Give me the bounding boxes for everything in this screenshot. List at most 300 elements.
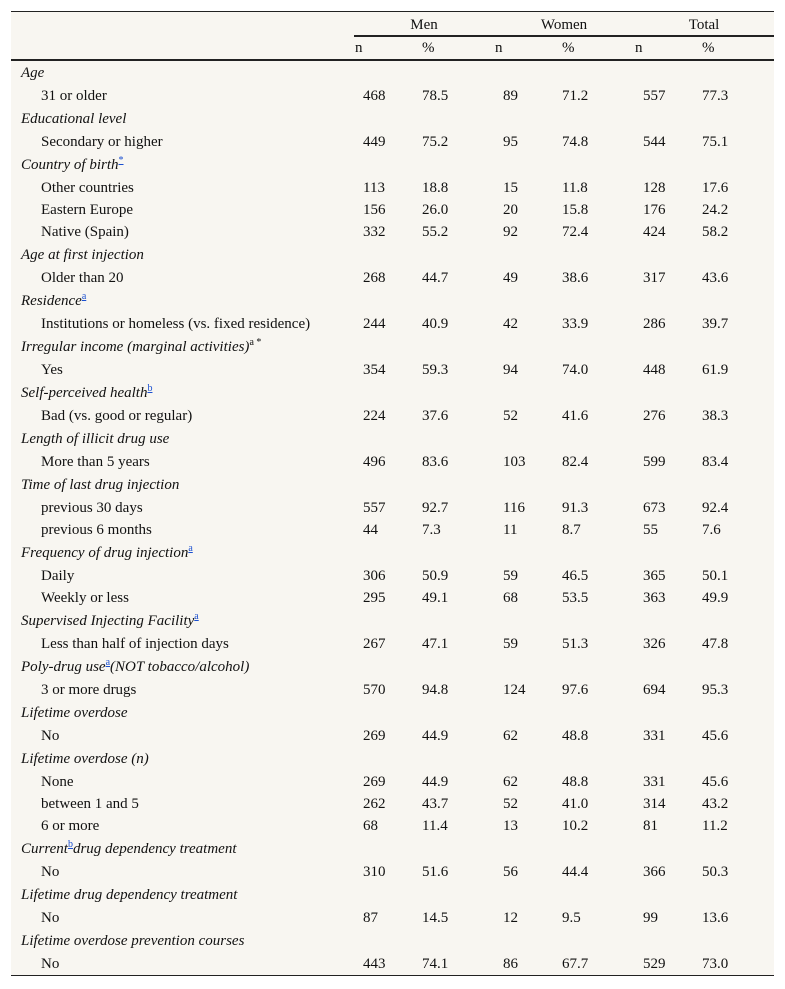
cell-men-pct [424, 107, 494, 131]
cell-total-pct [704, 153, 774, 177]
cell-total-pct: 58.2 [702, 223, 729, 240]
cell-women-pct: 48.8 [562, 727, 589, 744]
cell-men-n: 354 [363, 361, 386, 378]
cell-total-pct [704, 701, 774, 725]
row-label [11, 199, 354, 221]
section-label [11, 609, 354, 633]
cell-total-n: 673 [643, 499, 666, 516]
table-row [11, 359, 774, 381]
table-row [11, 177, 774, 199]
header-total-n: n [634, 36, 704, 60]
section-row [11, 837, 774, 861]
cell-men-pct: 49.1 [422, 589, 449, 606]
row-label [11, 861, 354, 883]
cell-men-pct [424, 609, 494, 633]
cell-total-pct: 45.6 [702, 727, 729, 744]
cell-total-n: 81 [643, 817, 659, 834]
section-label [11, 289, 354, 313]
cell-total-pct: 13.6 [702, 909, 729, 926]
section-label [11, 473, 354, 497]
header-women-n: n [494, 36, 564, 60]
cell-total-pct: 38.3 [702, 407, 729, 424]
cell-men-n: 224 [363, 407, 386, 424]
footnote-link[interactable]: a [81, 290, 87, 302]
cell-women-pct: 11.8 [562, 179, 588, 196]
cell-total-n [634, 60, 704, 85]
cell-women-n: 49 [503, 269, 518, 286]
cell-total-pct [704, 335, 774, 359]
data-table-container [11, 11, 774, 976]
row-label [11, 451, 354, 473]
cell-men-pct: 75.2 [422, 133, 449, 150]
cell-men-n: 156 [363, 201, 386, 218]
cell-total-n [634, 837, 704, 861]
cell-men-n: 269 [363, 727, 386, 744]
cell-women-n: 68 [503, 589, 518, 606]
section-row [11, 655, 774, 679]
row-label [11, 725, 354, 747]
label-text: Age [21, 64, 45, 81]
cell-men-n: 443 [363, 955, 386, 972]
cell-total-pct [704, 541, 774, 565]
cell-men-pct: 11.4 [422, 817, 448, 834]
cell-women-n [494, 701, 564, 725]
cell-men-n: 332 [363, 223, 386, 240]
cell-total-n [634, 883, 704, 907]
cell-total-n: 331 [643, 773, 666, 790]
cell-men-n: 496 [363, 453, 386, 470]
label-text: No [41, 909, 60, 926]
cell-men-pct [424, 655, 494, 679]
cell-women-n [494, 243, 564, 267]
cell-total-pct [704, 883, 774, 907]
header-group-total: Total [634, 12, 774, 36]
header-blank [11, 12, 354, 36]
cell-men-n [354, 107, 424, 131]
cell-women-n: 52 [503, 795, 518, 812]
cell-total-pct: 75.1 [702, 133, 729, 150]
row-label [11, 267, 354, 289]
table-body [11, 60, 774, 975]
section-row [11, 701, 774, 725]
section-label [11, 541, 354, 565]
label-text: More than 5 years [41, 453, 150, 470]
section-row [11, 289, 774, 313]
cell-total-pct [704, 289, 774, 313]
section-label [11, 883, 354, 907]
cell-men-n: 468 [363, 87, 386, 104]
cell-total-n: 317 [643, 269, 666, 286]
cell-men-pct: 18.8 [422, 179, 449, 196]
row-label [11, 771, 354, 793]
cell-women-pct [564, 335, 634, 359]
cell-women-n [494, 609, 564, 633]
data-table [11, 12, 774, 975]
cell-total-pct: 73.0 [702, 955, 729, 972]
cell-men-n [354, 243, 424, 267]
label-text: Less than half of injection days [41, 635, 229, 652]
cell-women-pct [564, 60, 634, 85]
cell-men-n [354, 701, 424, 725]
cell-total-n: 331 [643, 727, 666, 744]
cell-women-pct: 97.6 [562, 681, 589, 698]
cell-total-n: 128 [643, 179, 666, 196]
section-row [11, 427, 774, 451]
label-suffix: (NOT tobacco/alcohol) [110, 658, 250, 675]
label-text: Country of birth [21, 156, 119, 173]
cell-total-pct: 92.4 [702, 499, 729, 516]
footnote-link[interactable]: b [147, 382, 153, 394]
cell-men-n [354, 381, 424, 405]
section-row [11, 381, 774, 405]
cell-men-n [354, 153, 424, 177]
cell-men-n: 310 [363, 863, 386, 880]
header-men-n: n [354, 36, 424, 60]
cell-men-pct: 44.9 [422, 773, 449, 790]
row-label [11, 633, 354, 655]
cell-men-pct [424, 243, 494, 267]
cell-men-n [354, 335, 424, 359]
section-label [11, 335, 354, 359]
section-label [11, 381, 354, 405]
footnote-link[interactable]: a [105, 656, 111, 668]
cell-men-pct: 40.9 [422, 315, 449, 332]
cell-men-n: 449 [363, 133, 386, 150]
label-text: Educational level [21, 110, 127, 127]
footnote-link[interactable]: a [194, 610, 199, 622]
table-row [11, 725, 774, 747]
section-row [11, 747, 774, 771]
cell-total-n [634, 541, 704, 565]
table-row [11, 221, 774, 243]
label-text: Supervised Injecting Facility [21, 612, 195, 629]
cell-women-n: 59 [503, 567, 518, 584]
cell-total-n: 276 [643, 407, 666, 424]
cell-total-pct [704, 473, 774, 497]
table-row [11, 815, 774, 837]
cell-women-n: 92 [503, 223, 518, 240]
cell-total-n: 694 [643, 681, 666, 698]
cell-men-pct: 74.1 [422, 955, 449, 972]
cell-women-pct [564, 243, 634, 267]
cell-men-n [354, 883, 424, 907]
cell-men-n: 557 [363, 499, 386, 516]
section-row [11, 883, 774, 907]
cell-women-pct: 41.0 [562, 795, 589, 812]
cell-men-pct [424, 929, 494, 953]
cell-men-n: 244 [363, 315, 386, 332]
cell-women-n [494, 427, 564, 451]
cell-men-pct [424, 381, 494, 405]
cell-total-pct [704, 609, 774, 633]
cell-men-pct: 51.6 [422, 863, 449, 880]
cell-men-n: 267 [363, 635, 386, 652]
cell-total-n [634, 929, 704, 953]
cell-total-n [634, 335, 704, 359]
label-text: previous 30 days [41, 499, 143, 516]
footnote-link[interactable]: b [67, 838, 73, 850]
cell-women-n: 86 [503, 955, 518, 972]
cell-women-pct: 15.8 [562, 201, 589, 218]
cell-total-pct [704, 747, 774, 771]
cell-women-pct [564, 929, 634, 953]
table-row [11, 519, 774, 541]
row-label [11, 313, 354, 335]
cell-men-n [354, 427, 424, 451]
cell-women-n [494, 541, 564, 565]
cell-women-pct [564, 427, 634, 451]
label-text: 31 or older [41, 87, 107, 104]
cell-women-n: 20 [503, 201, 518, 218]
label-text: Other countries [41, 179, 134, 196]
label-text: Yes [41, 361, 63, 378]
cell-men-pct: 14.5 [422, 909, 449, 926]
section-row [11, 473, 774, 497]
cell-women-pct: 9.5 [562, 909, 581, 926]
label-suffix: drug dependency treatment [72, 840, 237, 857]
table-row [11, 131, 774, 153]
cell-women-pct [564, 701, 634, 725]
table-row [11, 907, 774, 929]
footnote-link[interactable]: * [118, 154, 124, 166]
cell-women-n: 89 [503, 87, 518, 104]
table-row [11, 587, 774, 609]
cell-women-n [494, 60, 564, 85]
section-label [11, 427, 354, 451]
section-label [11, 243, 354, 267]
cell-total-pct: 45.6 [702, 773, 729, 790]
cell-women-n: 52 [503, 407, 518, 424]
row-label [11, 359, 354, 381]
cell-women-n: 62 [503, 773, 518, 790]
label-text: Length of illicit drug use [21, 430, 170, 447]
cell-men-pct: 83.6 [422, 453, 449, 470]
cell-men-pct [424, 701, 494, 725]
cell-women-pct: 38.6 [562, 269, 589, 286]
cell-men-pct: 44.9 [422, 727, 449, 744]
label-text: Institutions or homeless (vs. fixed residence) [41, 315, 311, 332]
cell-total-n: 366 [643, 863, 666, 880]
table-row [11, 313, 774, 335]
label-text: No [41, 863, 60, 880]
label-text: Age at first injection [21, 246, 144, 263]
cell-men-pct [424, 60, 494, 85]
table-row [11, 267, 774, 289]
table-row [11, 85, 774, 107]
row-label [11, 565, 354, 587]
row-label [11, 953, 354, 975]
cell-men-n [354, 655, 424, 679]
section-row [11, 60, 774, 85]
cell-women-n: 103 [503, 453, 526, 470]
label-text: Daily [41, 567, 75, 584]
label-text: Lifetime overdose prevention courses [21, 932, 245, 949]
cell-men-pct: 43.7 [422, 795, 449, 812]
cell-women-n [494, 107, 564, 131]
cell-total-pct [704, 243, 774, 267]
label-text: Weekly or less [41, 589, 129, 606]
label-text: No [41, 727, 60, 744]
section-label [11, 107, 354, 131]
section-row [11, 609, 774, 633]
table-row [11, 633, 774, 655]
row-label [11, 85, 354, 107]
table-row [11, 861, 774, 883]
cell-women-pct [564, 107, 634, 131]
cell-men-pct: 44.7 [422, 269, 449, 286]
section-label [11, 837, 354, 861]
cell-total-n: 544 [643, 133, 666, 150]
table-row [11, 497, 774, 519]
cell-men-pct [424, 883, 494, 907]
cell-total-pct: 50.3 [702, 863, 729, 880]
cell-women-pct: 8.7 [562, 521, 581, 538]
cell-total-n: 326 [643, 635, 666, 652]
cell-men-pct: 59.3 [422, 361, 449, 378]
cell-total-n [634, 381, 704, 405]
section-label [11, 655, 354, 679]
cell-women-pct: 10.2 [562, 817, 589, 834]
cell-women-n: 94 [503, 361, 518, 378]
label-text: Time of last drug injection [21, 476, 180, 493]
cell-total-n: 363 [643, 589, 666, 606]
cell-total-pct: 47.8 [702, 635, 729, 652]
cell-women-pct [564, 153, 634, 177]
cell-women-pct: 74.8 [562, 133, 589, 150]
header-group-women: Women [494, 12, 634, 36]
cell-men-n: 295 [363, 589, 386, 606]
cell-women-n [494, 335, 564, 359]
cell-women-n: 12 [503, 909, 518, 926]
row-label [11, 815, 354, 837]
label-text: Residence [21, 292, 82, 309]
label-text: 6 or more [41, 817, 100, 834]
label-text: Frequency of drug injection [21, 544, 189, 561]
cell-women-pct: 46.5 [562, 567, 589, 584]
section-label [11, 929, 354, 953]
cell-men-n: 44 [363, 521, 378, 538]
label-text: Self-perceived health [21, 384, 148, 401]
row-label [11, 679, 354, 701]
section-label [11, 747, 354, 771]
cell-women-n: 13 [503, 817, 518, 834]
cell-women-n: 124 [503, 681, 526, 698]
cell-total-n [634, 473, 704, 497]
cell-women-n: 56 [503, 863, 518, 880]
cell-men-n [354, 929, 424, 953]
header-total-pct: % [704, 36, 774, 60]
cell-total-n: 599 [643, 453, 666, 470]
label-text: Poly-drug use [21, 658, 106, 675]
cell-women-pct: 51.3 [562, 635, 589, 652]
label-text: None [41, 773, 74, 790]
table-row [11, 199, 774, 221]
cell-women-pct: 67.7 [562, 955, 589, 972]
cell-women-pct [564, 381, 634, 405]
cell-total-n [634, 153, 704, 177]
cell-men-pct: 47.1 [422, 635, 449, 652]
cell-women-pct: 74.0 [562, 361, 589, 378]
row-label [11, 587, 354, 609]
cell-men-pct: 94.8 [422, 681, 449, 698]
cell-total-pct: 43.2 [702, 795, 729, 812]
cell-men-pct: 78.5 [422, 87, 449, 104]
cell-total-n [634, 243, 704, 267]
cell-total-n: 55 [643, 521, 659, 538]
cell-total-n [634, 747, 704, 771]
cell-total-pct [704, 655, 774, 679]
cell-women-n: 116 [503, 499, 525, 516]
section-row [11, 107, 774, 131]
cell-total-pct: 24.2 [702, 201, 729, 218]
cell-women-pct [564, 747, 634, 771]
cell-women-n [494, 381, 564, 405]
cell-women-pct [564, 837, 634, 861]
cell-women-pct: 41.6 [562, 407, 589, 424]
cell-total-pct: 43.6 [702, 269, 729, 286]
cell-women-n [494, 837, 564, 861]
footnote-link[interactable]: a [188, 542, 193, 554]
table-row [11, 565, 774, 587]
cell-men-pct: 7.3 [422, 521, 441, 538]
cell-men-n [354, 289, 424, 313]
cell-women-pct [564, 655, 634, 679]
cell-women-pct: 33.9 [562, 315, 589, 332]
cell-women-n: 95 [503, 133, 518, 150]
row-label [11, 405, 354, 427]
section-label [11, 153, 354, 177]
row-label [11, 907, 354, 929]
cell-men-pct [424, 153, 494, 177]
row-label [11, 177, 354, 199]
cell-women-pct: 44.4 [562, 863, 589, 880]
cell-women-pct [564, 541, 634, 565]
cell-men-n: 268 [363, 269, 386, 286]
label-text: Lifetime overdose [21, 704, 128, 721]
cell-women-pct [564, 609, 634, 633]
label-text: Lifetime overdose (n) [21, 750, 149, 767]
cell-total-pct: 39.7 [702, 315, 729, 332]
cell-women-pct [564, 289, 634, 313]
cell-women-pct: 91.3 [562, 499, 589, 516]
cell-total-pct: 95.3 [702, 681, 729, 698]
cell-total-pct: 49.9 [702, 589, 729, 606]
cell-total-n [634, 289, 704, 313]
row-label [11, 497, 354, 519]
header-women-pct: % [564, 36, 634, 60]
cell-women-n: 62 [503, 727, 518, 744]
cell-men-pct: 55.2 [422, 223, 449, 240]
table-row [11, 451, 774, 473]
cell-total-pct [704, 60, 774, 85]
cell-women-n: 42 [503, 315, 518, 332]
cell-men-pct [424, 473, 494, 497]
cell-women-pct: 82.4 [562, 453, 589, 470]
table-row [11, 771, 774, 793]
cell-men-pct [424, 837, 494, 861]
cell-total-pct [704, 381, 774, 405]
cell-women-pct: 48.8 [562, 773, 589, 790]
cell-women-n [494, 289, 564, 313]
row-label [11, 221, 354, 243]
cell-total-pct: 17.6 [702, 179, 729, 196]
cell-men-pct: 37.6 [422, 407, 449, 424]
cell-women-pct: 72.4 [562, 223, 589, 240]
cell-men-n: 269 [363, 773, 386, 790]
cell-men-n: 306 [363, 567, 386, 584]
label-text: 3 or more drugs [41, 681, 137, 698]
cell-men-pct [424, 289, 494, 313]
